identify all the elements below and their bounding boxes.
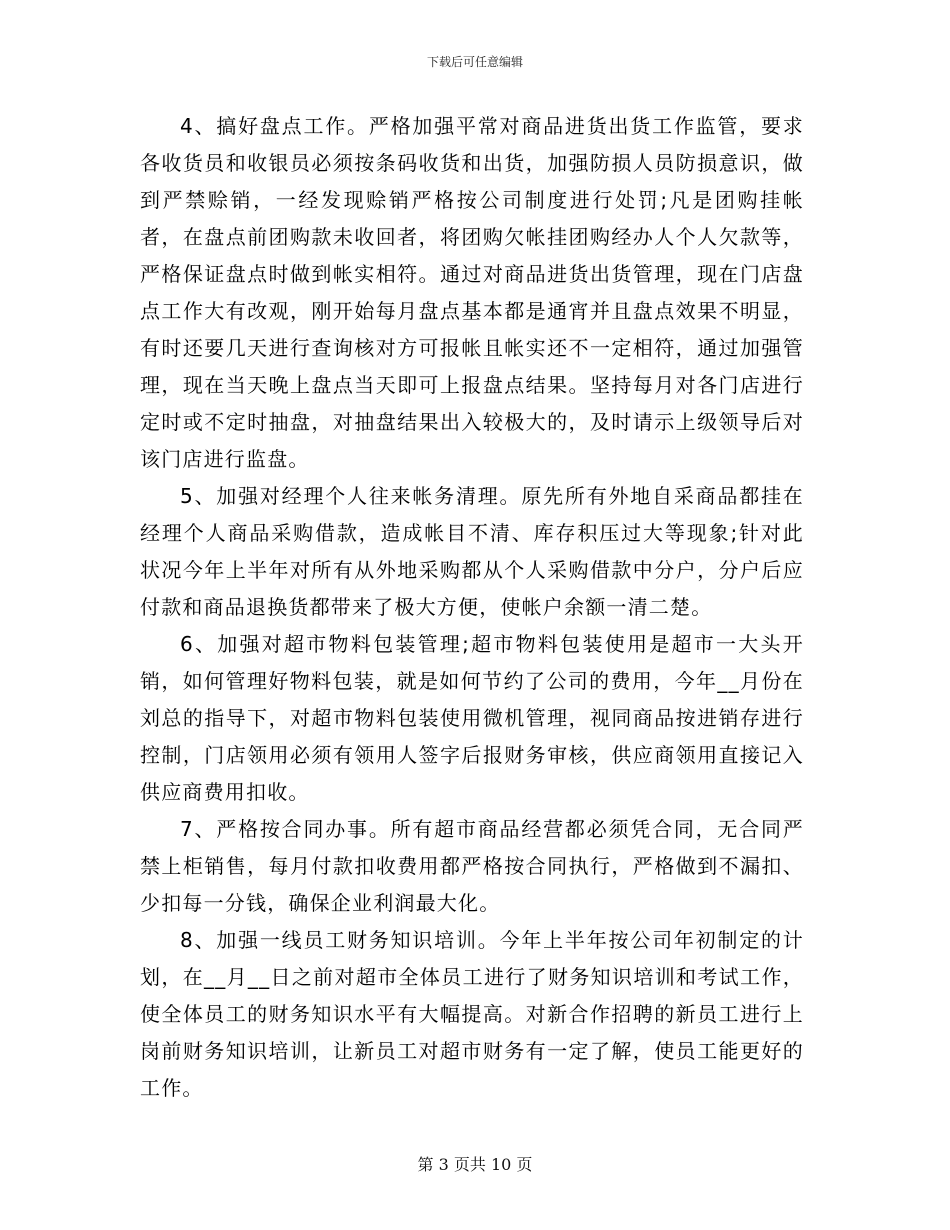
paragraph-5-accounts: 5、加强对经理个人往来帐务清理。原先所有外地自采商品都挂在经理个人商品采购借款，造成帐目不清、库存积压过大等现象;针对此状况今年上半年对所有从外地采购都从个人采购借款中分户，分户后应付款和商品退换货都带来了极大方便，使帐户余额一清二楚。 xyxy=(140,484,804,619)
document-body xyxy=(140,108,804,1107)
paragraph-8-training: 8、加强一线员工财务知识培训。今年上半年按公司年初制定的计划，在__月__日之前对超市全体员工进行了财务知识培训和考试工作，使全体员工的财务知识水平有大幅提高。对新合作招聘的新员工进行上岗前财务知识培训，让新员工对超市财务有一定了解，使员工能更好的工作。 xyxy=(140,928,804,1100)
paragraph-4-inventory: 4、搞好盘点工作。严格加强平常对商品进货出货工作监管，要求各收货员和收银员必须按条码收货和出货，加强防损人员防损意识，做到严禁赊销，一经发现赊销严格按公司制度进行处罚;凡是团购挂帐者，在盘点前团购款未收回者，将团购欠帐挂团购经办人个人欠款等，严格保证盘点时做到帐实相符。通过对商品进货出货管理，现在门店盘点工作大有改观，刚开始每月盘点基本都是通宵并且盘点效果不明显，有时还要几天进行查询核对方可报帐且帐实还不一定相符，通过加强管理，现在当天晚上盘点当天即可上报盘点结果。坚持每月对各门店进行定时或不定时抽盘，对抽盘结果出入较极大的，及时请示上级领导后对该门店进行监盘。 xyxy=(140,114,804,471)
page-number: 第 3 页共 10 页 xyxy=(417,1155,533,1174)
paragraph-6-packaging: 6、加强对超市物料包装管理;超市物料包装使用是超市一大头开销，如何管理好物料包装，就是如何节约了公司的费用，今年__月份在刘总的指导下，对超市物料包装使用微机管理，视同商品按进销存进行控制，门店领用必须有领用人签字后报财务审核，供应商领用直接记入供应商费用扣收。 xyxy=(140,632,804,804)
page-header-note: 下载后可任意编辑 xyxy=(426,55,523,69)
paragraph-7-contracts: 7、严格按合同办事。所有超市商品经营都必须凭合同，无合同严禁上柜销售，每月付款扣收费用都严格按合同执行，严格做到不漏扣、少扣每一分钱，确保企业利润最大化。 xyxy=(140,817,804,915)
